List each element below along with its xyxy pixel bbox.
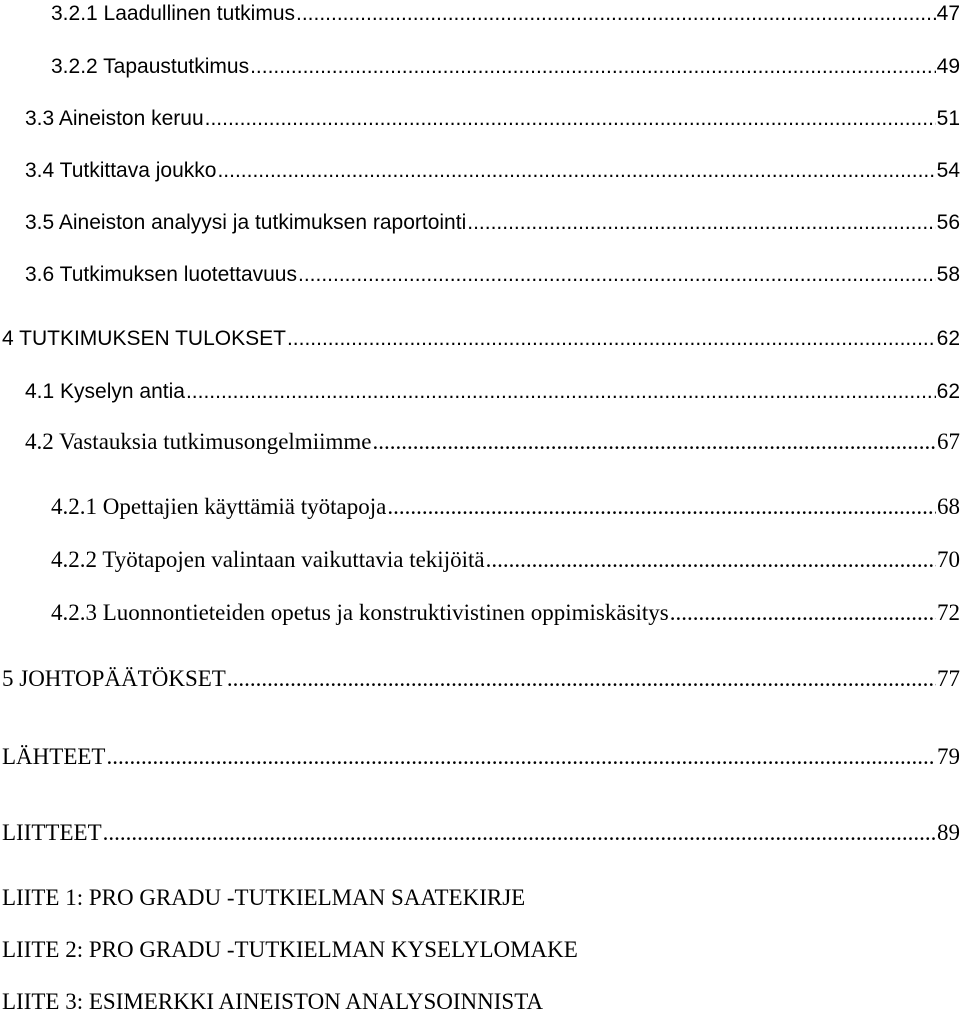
toc-entry[interactable] <box>0 258 960 292</box>
toc-entry-page: 77 <box>937 666 960 691</box>
toc-entry-label: 5 JOHTOPÄÄTÖKSET <box>2 666 226 691</box>
dot-leader <box>372 425 936 459</box>
toc-entry[interactable] <box>0 662 960 696</box>
toc-entry-page: 49 <box>936 55 960 78</box>
dot-leader <box>298 258 936 292</box>
toc-entry[interactable] <box>0 816 960 850</box>
toc-entry-page: 54 <box>936 159 960 182</box>
toc-entry[interactable] <box>0 740 960 774</box>
toc-entry[interactable] <box>0 425 960 459</box>
toc-entry-label: LIITTEET <box>2 820 102 845</box>
toc-entry-label: LÄHTEET <box>2 744 106 769</box>
appendix-entry[interactable] <box>0 985 960 1019</box>
toc-entry[interactable] <box>0 206 960 240</box>
dot-leader <box>670 596 936 630</box>
appendix-label: LIITE 3: ESIMERKKI AINEISTON ANALYSOINNISTA <box>2 989 544 1014</box>
appendix-label: LIITE 2: PRO GRADU -TUTKIELMAN KYSELYLOMAKE <box>2 937 578 962</box>
toc-entry[interactable] <box>0 0 960 31</box>
dot-leader <box>287 322 936 356</box>
toc-entry[interactable] <box>0 375 960 409</box>
toc-entry-label: 3.5 Aineiston analyysi ja tutkimuksen raportointi <box>25 211 467 234</box>
dot-leader <box>186 375 936 409</box>
toc-entry[interactable] <box>0 543 960 577</box>
appendix-label: LIITE 1: PRO GRADU -TUTKIELMAN SAATEKIRJE <box>2 885 526 910</box>
toc-entry-page: 70 <box>937 547 960 572</box>
toc-entry-label: 3.2.2 Tapaustutkimus <box>51 55 250 78</box>
toc-entry-label: 3.3 Aineiston keruu <box>25 107 204 130</box>
toc-entry[interactable] <box>0 50 960 84</box>
toc-entry-label: 4.2.1 Opettajien käyttämiä työtapoja <box>51 494 387 519</box>
dot-leader <box>387 490 936 524</box>
toc-entry-label: 4.1 Kyselyn antia <box>25 380 185 403</box>
toc-entry-page: 62 <box>936 327 960 350</box>
toc-entry-page: 68 <box>937 494 960 519</box>
toc-entry-label: 3.4 Tutkittava joukko <box>25 159 217 182</box>
dot-leader <box>250 50 936 84</box>
toc-entry-page: 89 <box>937 820 960 845</box>
dot-leader <box>296 0 936 31</box>
dot-leader <box>205 102 936 136</box>
toc-entry-label: 4.2.3 Luonnontieteiden opetus ja konstruktivistinen oppimiskäsitys <box>51 600 669 625</box>
toc-entry-page: 67 <box>937 429 960 454</box>
toc-entry-page: 56 <box>936 211 960 234</box>
dot-leader <box>467 206 935 240</box>
dot-leader <box>106 740 936 774</box>
toc-entry[interactable] <box>0 322 960 356</box>
toc-entry[interactable] <box>0 102 960 136</box>
dot-leader <box>217 154 935 188</box>
dot-leader <box>486 543 936 577</box>
toc-entry-page: 79 <box>937 744 960 769</box>
toc-entry-page: 72 <box>937 600 960 625</box>
appendix-entry[interactable] <box>0 933 960 967</box>
toc-entry[interactable] <box>0 154 960 188</box>
toc-entry-label: 4 TUTKIMUKSEN TULOKSET <box>2 327 286 350</box>
toc-entry-label: 3.2.1 Laadullinen tutkimus <box>51 2 295 25</box>
toc-entry-page: 58 <box>936 263 960 286</box>
toc-entry-label: 4.2 Vastauksia tutkimusongelmiimme <box>25 429 372 454</box>
dot-leader <box>227 662 936 696</box>
dot-leader <box>103 816 936 850</box>
toc-entry-label: 3.6 Tutkimuksen luotettavuus <box>25 263 297 286</box>
appendix-entry[interactable] <box>0 881 960 915</box>
toc-entry[interactable] <box>0 490 960 524</box>
toc-entry-page: 62 <box>936 380 960 403</box>
toc-entry-page: 47 <box>936 2 960 25</box>
toc-entry-page: 51 <box>936 107 960 130</box>
toc-entry[interactable] <box>0 596 960 630</box>
toc-entry-label: 4.2.2 Työtapojen valintaan vaikuttavia tekijöitä <box>51 547 485 572</box>
